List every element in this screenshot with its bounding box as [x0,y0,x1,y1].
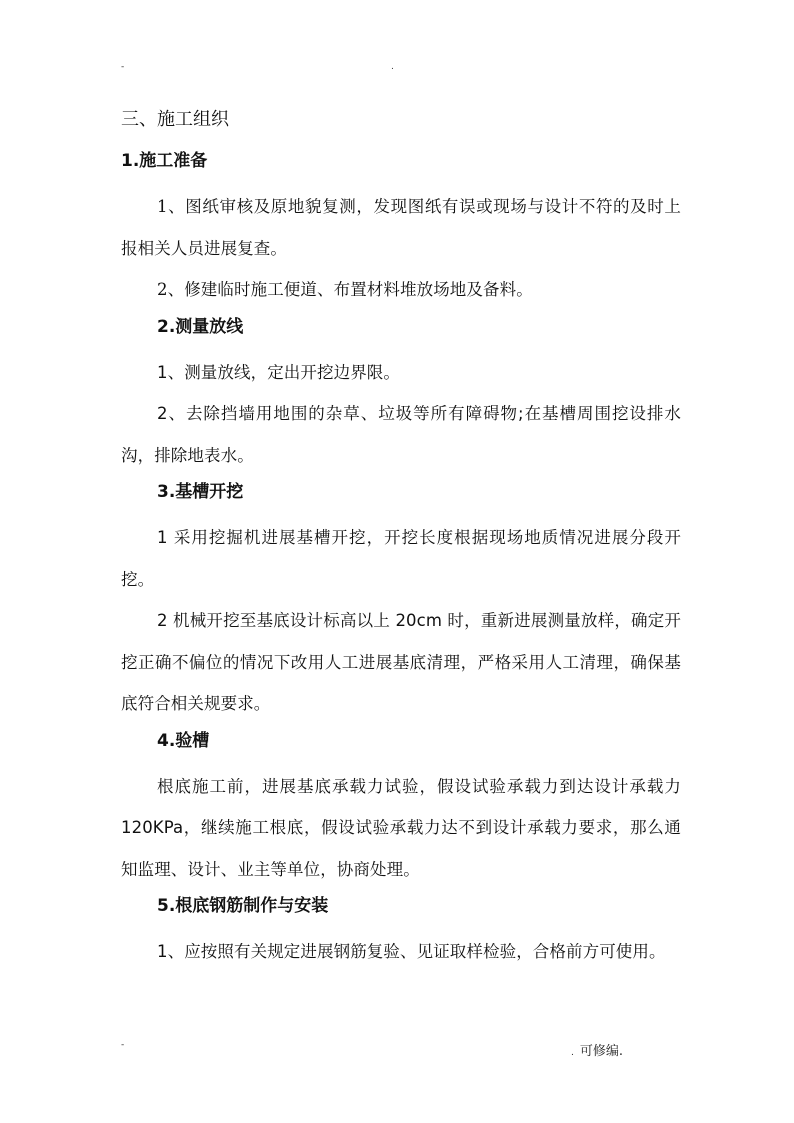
heading-trench-inspection: 4.验槽 [157,730,210,751]
paragraph [121,269,681,311]
section-title: 三、施工组织 [121,109,229,130]
heading-trench-excavation: 3.基槽开挖 [157,482,244,502]
paragraph [121,186,681,269]
paragraph: 1、应按照有关规定进展钢筋复验、见证取样检验，合格前方可使用。 [157,942,666,961]
paragraph: 根底施工前，进展基底承载力试验，假设试验承载力到达设计承载力 120KPa，继续施工根底，假设试验承载力达不到设计承载力要求，那么通知监理、设计、业主等单位，协商处理。 [121,776,681,879]
header-center-mark: . [391,62,394,72]
paragraph-number: 1 [157,197,168,216]
paragraph-number: 2 [157,280,168,299]
paragraph: 2、去除挡墙用地围的杂草、垃圾等所有障碍物;在基槽周围挖设排水沟，排除地表水。 [121,404,681,465]
header-left-mark: - [121,62,125,72]
paragraph: 2 机械开挖至基底设计标高以上 20cm 时，重新进展测量放样，确定开挖正确不偏位的情况下改用人工进展基底清理，严格采用人工清理，确保基底符合相关规要求。 [121,611,681,713]
footer-editable-note [571,1040,623,1059]
heading-survey-layout: 2.测量放线 [157,316,244,337]
document-body [121,104,681,973]
footer-text: 可修编. [579,1044,624,1059]
paragraph: 1、测量放线，定出开挖边界限。 [157,362,400,382]
footer-dot: . [571,1048,574,1058]
footer-left-mark: - [121,1040,125,1050]
paragraph-text: 、修建临时施工便道、布置材料堆放场地及备料。 [167,280,533,299]
heading-construction-preparation: 1.施工准备 [121,151,208,171]
heading-rebar-fabrication: 5.根底钢筋制作与安装 [157,896,329,916]
paragraph-text: 、图纸审核及原地貌复测，发现图纸有误或现场与设计不符的及时上报相关人员进展复查。 [121,197,681,258]
paragraph: 1 采用挖掘机进展基槽开挖，开挖长度根据现场地质情况进展分段开挖。 [121,528,681,589]
